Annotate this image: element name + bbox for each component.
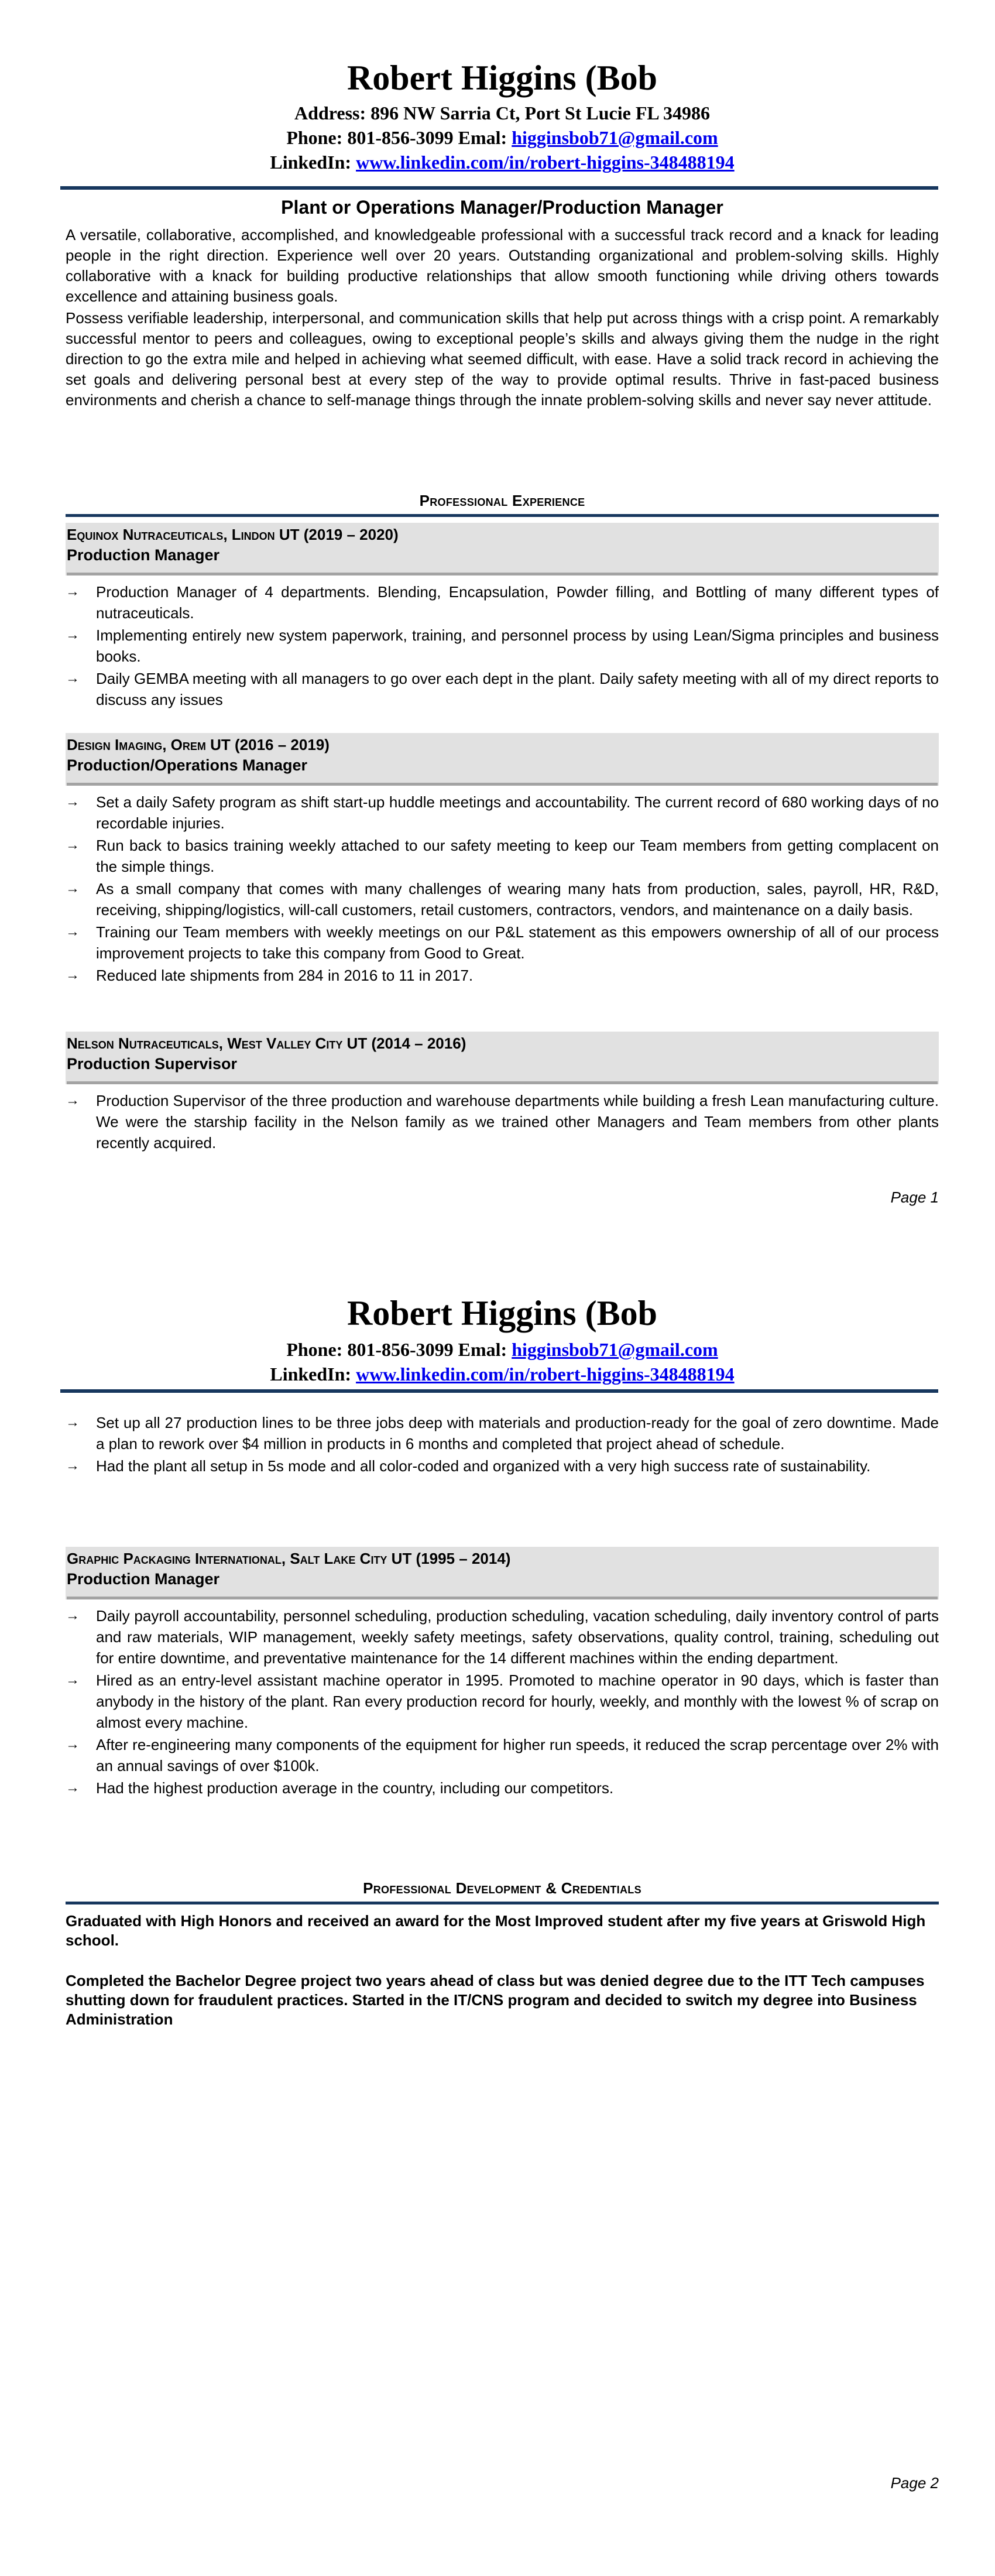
credentials-list [66, 1912, 939, 2029]
arrow-right-icon: → [66, 1414, 80, 1430]
job-header [66, 733, 939, 786]
job-role: Production Manager [67, 546, 220, 564]
email-link[interactable]: higginsbob71@gmail.com [512, 1339, 718, 1360]
job-header [66, 1547, 939, 1599]
credentials-section [66, 1878, 939, 2050]
job-bullet: → Had the plant all setup in 5s mode and all color-coded and organized with a very high success rate of sustainability. [66, 1455, 939, 1477]
job-header-rule [67, 573, 938, 576]
job-role: Production/Operations Manager [67, 756, 308, 774]
job-bullet: → Daily GEMBA meeting with all managers to go over each dept in the plant. Daily safety meeting with all of my direct reports to discuss any issues [66, 668, 939, 710]
job-bullets [66, 1605, 939, 1799]
address-value: 896 NW Sarria Ct, Port St Lucie FL 34986 [370, 102, 710, 124]
job-bullet: → Training our Team members with weekly meetings on our P&L statement as this empowers ownership of all of our process improvement projects to take this company from Good to Great. [66, 922, 939, 964]
job-bullets [66, 792, 939, 986]
header-divider [60, 1389, 938, 1393]
email-link[interactable]: higginsbob71@gmail.com [512, 127, 718, 148]
headline-block [66, 196, 939, 219]
phone-email-line [66, 125, 939, 150]
linkedin-link[interactable]: www.linkedin.com/in/robert-higgins-348488194 [356, 152, 735, 173]
professional-summary [66, 225, 939, 410]
arrow-right-icon: → [66, 1780, 80, 1796]
phone-label: Phone: [286, 1339, 343, 1360]
job-bullets [66, 1090, 939, 1153]
phone-label: Phone: [286, 127, 343, 148]
arrow-right-icon: → [66, 1736, 80, 1752]
page-2-header [66, 1293, 939, 1386]
job-bullet: → Run back to basics training weekly attached to our safety meeting to keep our Team members from getting complacent on the simple things. [66, 835, 939, 877]
email-label: Emal: [458, 127, 507, 148]
page-number: Page 1 [890, 1188, 939, 1206]
credentials-divider [66, 1902, 939, 1904]
experience-section-header [66, 491, 939, 517]
credential-item: Completed the Bachelor Degree project two years ahead of class but was denied degree due to the ITT Tech campuses shutting down for fraudulent practices. Started in the IT/CNS program and decided to switch my degree into Business Administration [66, 1972, 925, 2028]
arrow-right-icon: → [66, 881, 80, 896]
job-graphic-packaging [66, 1547, 939, 1800]
address-label: Address: [294, 102, 366, 124]
job-bullet: → Production Manager of 4 departments. Blending, Encapsulation, Powder filling, and Bottling of many different types of nutraceuticals. [66, 581, 939, 624]
job-bullet: → As a small company that comes with many challenges of wearing many hats from production, sales, payroll, HR, R&D, receiving, shipping/logistics, will-call customers, retail customers, contractors, vendors, and maintenance on a daily basis. [66, 878, 939, 920]
linkedin-line [66, 1362, 939, 1386]
candidate-name: Robert Higgins (Bob [346, 59, 658, 97]
page-number: Page 2 [890, 2474, 939, 2492]
phone-value: 801-856-3099 [347, 1339, 454, 1360]
summary-paragraph: Possess verifiable leadership, interpersonal, and communication skills that help put across things with a crisp point. A remarkably successful mentor to peers and colleagues, owing to exceptional people’s skills and always giving them the nudge in the right direction to go the extra mile and helped in achieving what seemed difficult, with ease. Have a solid track record in achieving the set goals and delivering personal best at every step of the way to provide optimal results. Thrive in fast-paced business environments and cherish a chance to self-manage things through the innate problem-solving skills and never say never attitude. [66, 309, 939, 409]
job-bullet: → Implementing entirely new system paperwork, training, and personnel process by using Lean/Sigma principles and business books. [66, 625, 939, 667]
job-header-rule [67, 1597, 938, 1599]
resume-page-1 [0, 0, 995, 1259]
job-header [66, 523, 939, 576]
arrow-right-icon: → [66, 584, 80, 600]
job-nelson-continued [66, 1412, 939, 1478]
phone-value: 801-856-3099 [347, 127, 454, 148]
job-role: Production Supervisor [67, 1055, 238, 1073]
job-bullet: → Set a daily Safety program as shift start-up huddle meetings and accountability. The current record of 680 working days of no recordable injuries. [66, 792, 939, 834]
page-1-header [66, 57, 939, 174]
job-role: Production Manager [67, 1570, 220, 1588]
job-bullet: → Production Supervisor of the three production and warehouse departments while building a fresh Lean manufacturing culture. We were the starship facility in the Nelson family as we trained other Managers and Team members from other plants recently acquired. [66, 1090, 939, 1153]
job-bullet: → Reduced late shipments from 284 in 2016 to 11 in 2017. [66, 965, 939, 986]
arrow-right-icon: → [66, 837, 80, 853]
job-bullet: → Hired as an entry-level assistant machine operator in 1995. Promoted to machine operator in 90 days, which is faster than anybody in the history of the plant. Ran every production record for hourly, weekly, and monthly with the lowest % of scrap on almost every machine. [66, 1670, 939, 1733]
job-bullet: → Daily payroll accountability, personnel scheduling, production scheduling, vacation scheduling, daily inventory control of parts and raw materials, WIP management, weekly safety meetings, safety observations, quality control, training, scheduling out for entire downtime, and preventative maintenance for the 14 different machines within the ending department. [66, 1605, 939, 1669]
job-bullets [66, 581, 939, 710]
job-company: Nelson Nutraceuticals, West Valley City UT (2014 – 2016) [67, 1034, 466, 1052]
credential-item: Graduated with High Honors and received an award for the Most Improved student after my five years at Griswold High school. [66, 1912, 926, 1949]
arrow-right-icon: → [66, 1092, 80, 1108]
phone-email-line [66, 1337, 939, 1362]
linkedin-link[interactable]: www.linkedin.com/in/robert-higgins-348488194 [356, 1364, 735, 1385]
experience-section-title: Professional Experience [419, 492, 585, 509]
arrow-right-icon: → [66, 1608, 80, 1623]
job-bullet: → Had the highest production average in the country, including our competitors. [66, 1777, 939, 1799]
job-header-rule [67, 1081, 938, 1084]
arrow-right-icon: → [66, 924, 80, 940]
summary-paragraph: A versatile, collaborative, accomplished, and knowledgeable professional with a successful track record and a knack for leading people in the right direction. Experience well over 20 years. Outstanding organizational and problem-solving skills. Highly collaborative with a knack for building productive relationships that allow smooth functioning while driving others towards excellence and attaining business goals. [66, 226, 939, 305]
experience-divider [66, 514, 939, 517]
job-header-rule [67, 783, 938, 786]
credentials-section-title: Professional Development & Credentials [363, 1879, 641, 1897]
job-design-imaging [66, 733, 939, 987]
job-header [66, 1032, 939, 1084]
arrow-right-icon: → [66, 1672, 80, 1688]
job-bullets [66, 1412, 939, 1477]
job-bullet: → After re-engineering many components of the equipment for higher run speeds, it reduced the scrap percentage over 2% with an annual savings of over $100k. [66, 1734, 939, 1776]
linkedin-label: LinkedIn: [270, 152, 352, 173]
job-company: Design Imaging, Orem UT (2016 – 2019) [67, 736, 330, 753]
job-bullet: → Set up all 27 production lines to be three jobs deep with materials and production-ready for the goal of zero downtime. Made a plan to rework over $4 million in products in 6 months and completed that project ahead of schedule. [66, 1412, 939, 1454]
job-company: Graphic Packaging International, Salt Lake City UT (1995 – 2014) [67, 1550, 511, 1567]
arrow-right-icon: → [66, 1458, 80, 1474]
address-line [66, 101, 939, 125]
job-nelson [66, 1032, 939, 1155]
header-divider [60, 186, 938, 190]
arrow-right-icon: → [66, 967, 80, 983]
job-company: Equinox Nutraceuticals, Lindon UT (2019 – 2020) [67, 526, 399, 543]
headline: Plant or Operations Manager/Production Manager [281, 197, 723, 218]
linkedin-label: LinkedIn: [270, 1364, 352, 1385]
arrow-right-icon: → [66, 794, 80, 810]
arrow-right-icon: → [66, 627, 80, 643]
resume-page-2 [0, 1259, 995, 2576]
linkedin-line [66, 150, 939, 174]
candidate-name: Robert Higgins (Bob [346, 1294, 658, 1332]
email-label: Emal: [458, 1339, 507, 1360]
arrow-right-icon: → [66, 670, 80, 686]
job-equinox [66, 523, 939, 711]
